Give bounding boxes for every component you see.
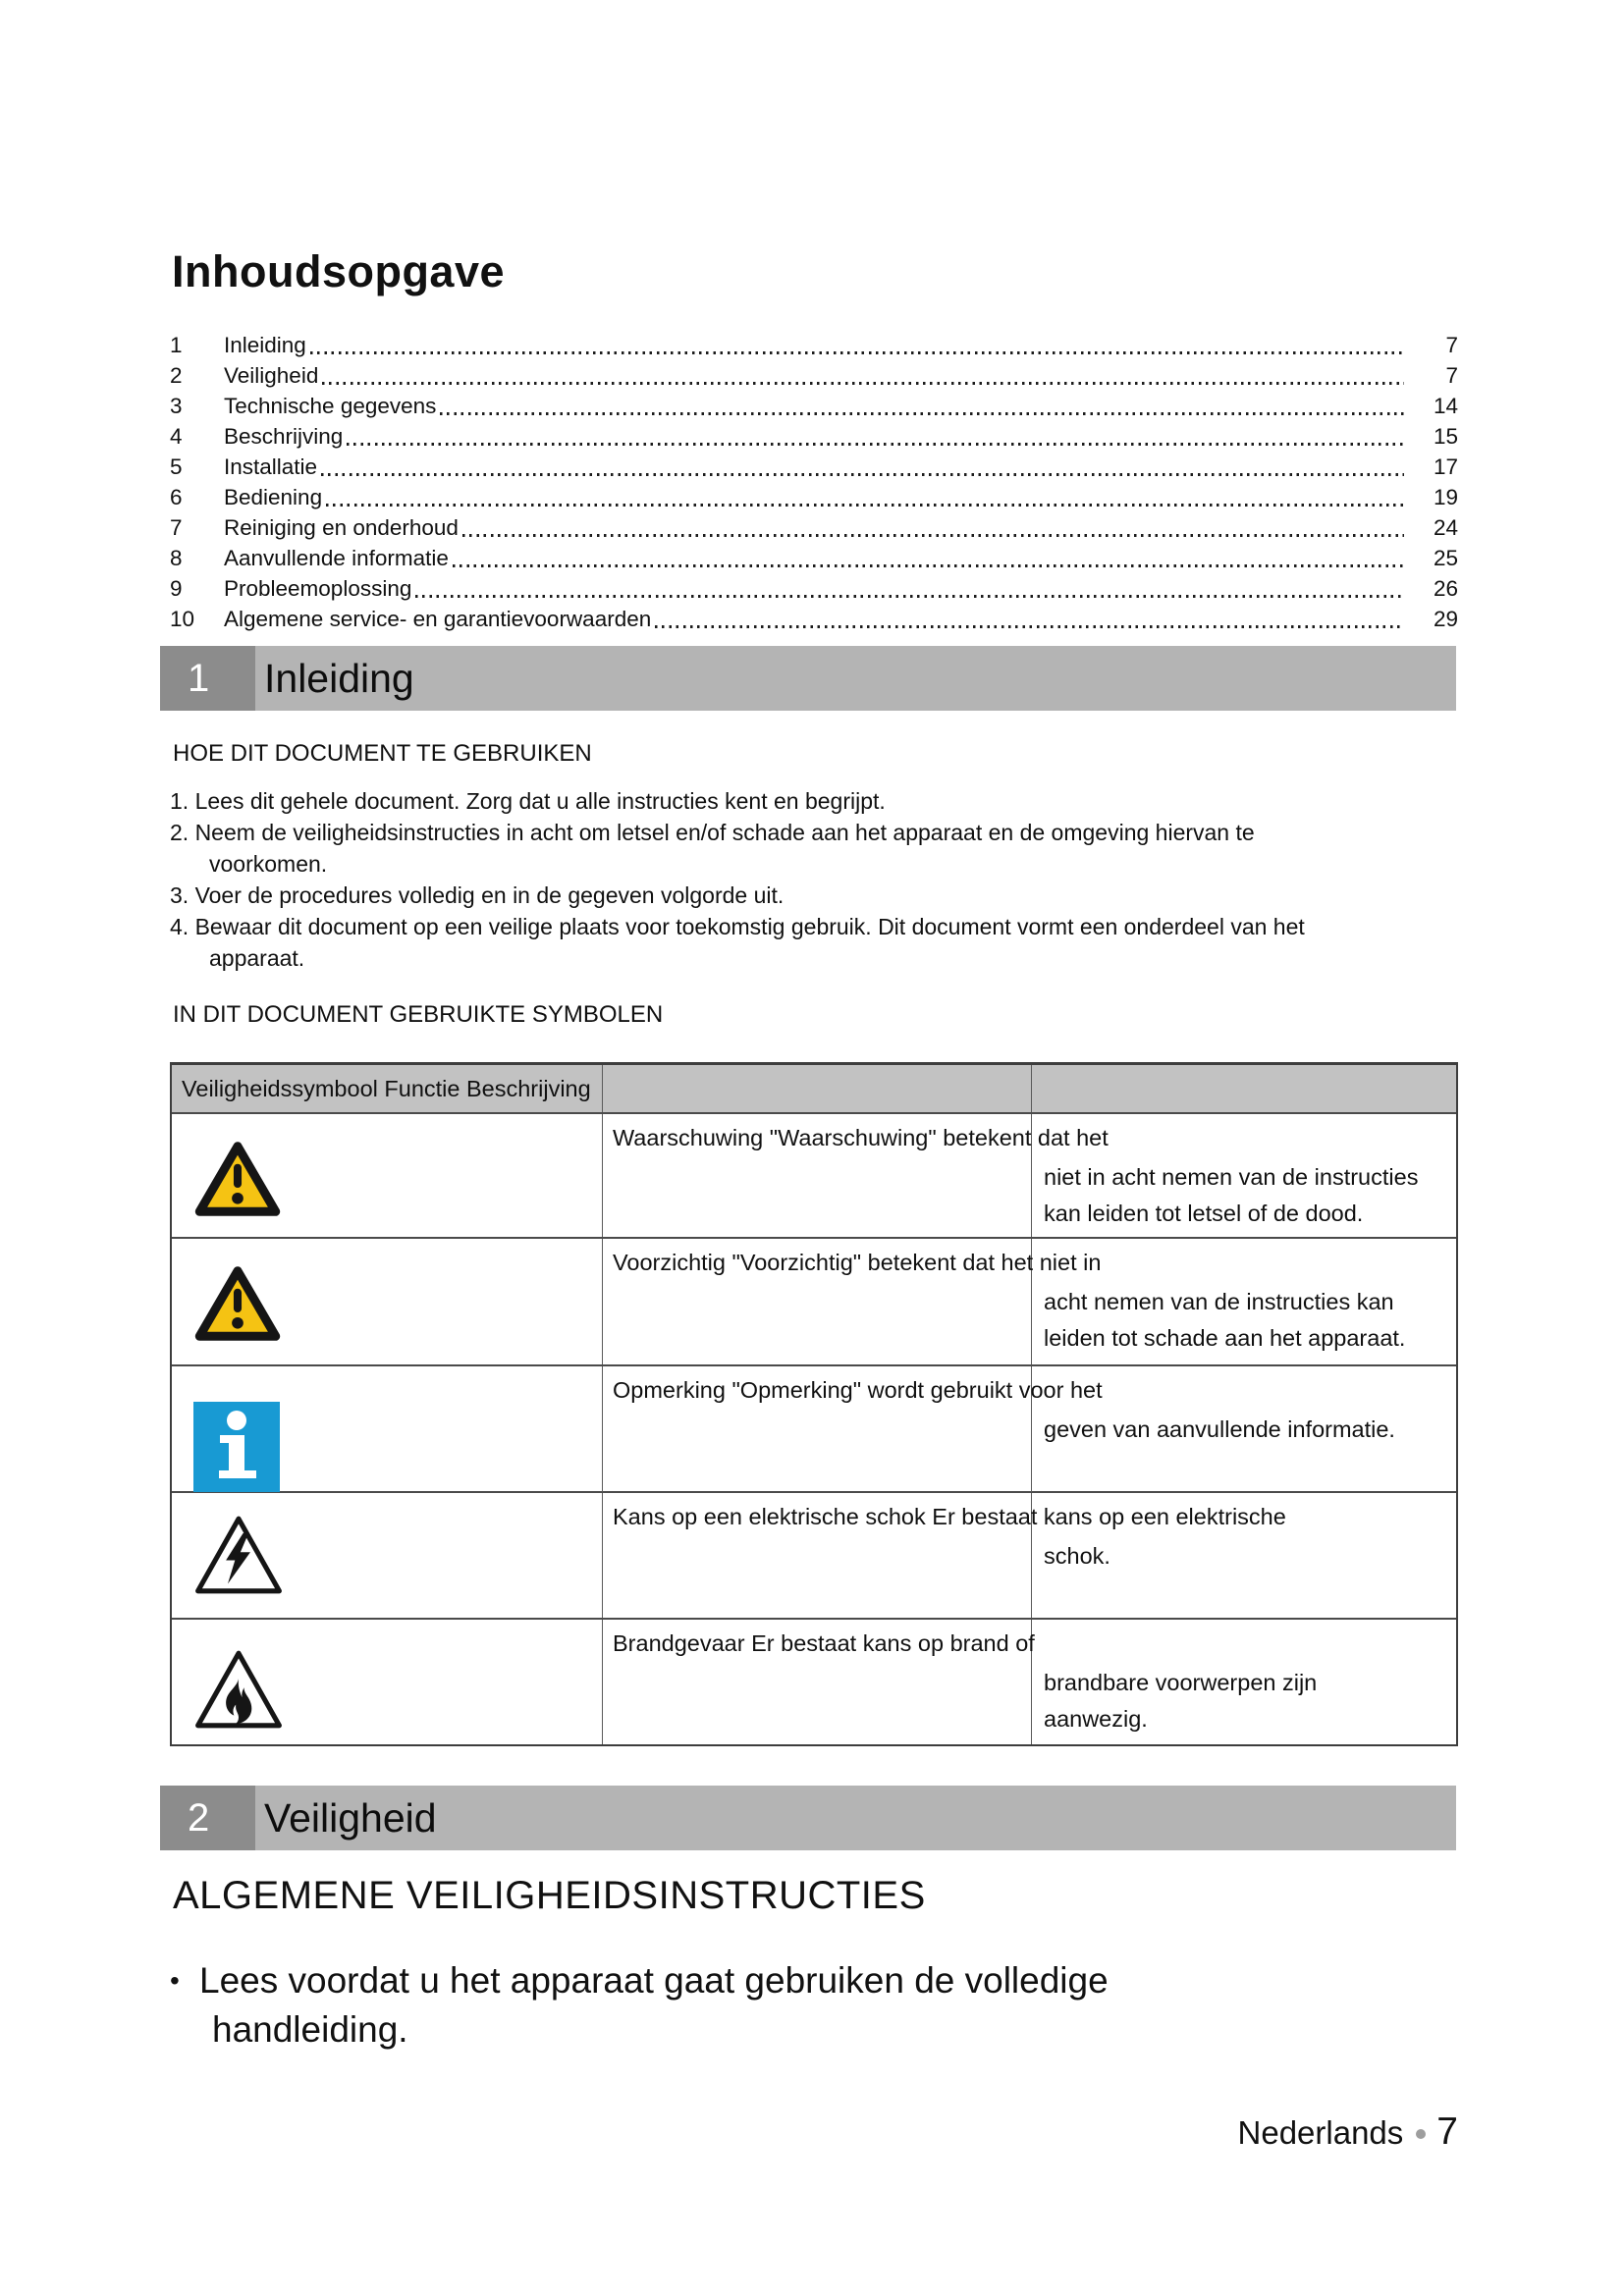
info-icon [193,1402,602,1492]
toc-item-label: Algemene service- en garantievoorwaarden [224,607,652,631]
toc-page-number: 17 [1433,454,1458,479]
table-row-caution [172,1237,1456,1364]
symbol-cell [172,1114,602,1237]
footer-page-number: 7 [1436,2110,1458,2153]
function-cell [602,1620,1035,1744]
instruction-item: 4. Bewaar dit document op een veilige plaats voor toekomstig gebruik. Dit document vormt een onderdeel van het [170,914,1305,939]
function-text: Waarschuwing "Waarschuwing" betekent dat het [613,1125,1109,1150]
fire-hazard-icon [193,1647,602,1732]
toc-dot-leader [440,412,1404,415]
safety-bullet-text-continuation: handleiding. [212,2009,408,2050]
section-title: Inleiding [264,655,414,701]
general-safety-heading: ALGEMENE VEILIGHEIDSINSTRUCTIES [173,1874,926,1917]
section-number-box: 1 [160,646,255,711]
function-cell [602,1114,1109,1237]
toc-dot-leader [415,595,1404,598]
function-cell [602,1239,1102,1364]
instruction-list [170,785,1458,974]
description-cell [1031,1620,1456,1744]
instruction-item-continuation: voorkomen. [209,851,328,877]
toc-dot-leader [321,473,1404,476]
toc-dot-leader [310,351,1404,354]
toc-row [170,512,1458,543]
safety-bullet-item [170,1956,1458,2055]
toc-page-number: 26 [1433,576,1458,601]
toc-item-label: Probleemoplossing [224,576,412,601]
toc-row [170,573,1458,604]
electric-shock-icon [193,1513,602,1597]
description-line: kan leiden tot letsel of de dood. [1044,1201,1364,1226]
toc-item-label: Bediening [224,485,323,509]
instruction-item-continuation: apparaat. [209,945,305,971]
symbol-cell [172,1493,602,1618]
description-line: schok. [1044,1543,1110,1569]
toc-dot-leader [462,534,1404,537]
toc-page-number: 29 [1433,607,1458,631]
toc-item-number: 6 [170,485,183,509]
toc-item-label: Inleiding [224,333,306,357]
toc-item-label: Beschrijving [224,424,344,449]
description-line: brandbare voorwerpen zijn [1044,1670,1318,1695]
toc-item-label: Veiligheid [224,363,319,388]
toc-item-label: Installatie [224,454,318,479]
toc-row [170,330,1458,360]
function-cell [602,1366,1103,1492]
toc-item-label: Aanvullende informatie [224,546,449,570]
section-header-veiligheid [160,1786,1456,1850]
function-text: Brandgevaar Er bestaat kans op brand of [613,1630,1035,1656]
instruction-item: 2. Neem de veiligheidsinstructies in acht om letsel en/of schade aan het apparaat en de omgeving hiervan te [170,820,1255,845]
table-header-row [172,1065,1456,1112]
page-footer [170,2109,1458,2156]
description-line: niet in acht nemen van de instructies [1044,1164,1419,1190]
description-line: leiden tot schade aan het apparaat. [1044,1325,1406,1351]
table-row-fire-hazard [172,1618,1456,1744]
toc-page-number: 7 [1445,333,1458,357]
toc-title: Inhoudsopgave [172,246,506,296]
toc-page-number: 7 [1445,363,1458,388]
table-row-electric-shock [172,1491,1456,1618]
toc-item-label: Reiniging en onderhoud [224,515,459,540]
table-row-note [172,1364,1456,1491]
caution-triangle-icon [193,1264,602,1343]
table-header-cell-empty [1031,1065,1456,1112]
description-line: aanwezig. [1044,1706,1148,1732]
symbol-cell [172,1239,602,1364]
table-header-label: Veiligheidssymbool Functie Beschrijving [182,1076,591,1101]
table-of-contents [170,330,1458,634]
section-number-box: 2 [160,1786,255,1850]
toc-dot-leader [453,564,1404,567]
description-line: geven van aanvullende informatie. [1044,1416,1395,1442]
toc-item-number: 1 [170,333,183,357]
table-row-warning [172,1112,1456,1237]
toc-row [170,482,1458,512]
instruction-item: 1. Lees dit gehele document. Zorg dat u alle instructies kent en begrijpt. [170,788,886,814]
toc-page-number: 24 [1433,515,1458,540]
symbol-cell [172,1366,602,1492]
symbol-cell [172,1620,602,1744]
toc-row [170,604,1458,634]
toc-item-number: 10 [170,607,195,631]
howto-heading: HOE DIT DOCUMENT TE GEBRUIKEN [173,740,592,767]
function-text: Kans op een elektrische schok Er bestaat kans op een elektrische [613,1504,1286,1529]
toc-row [170,360,1458,391]
function-text: Voorzichtig "Voorzichtig" betekent dat het niet in [613,1250,1102,1275]
table-header-cell-empty [602,1065,1031,1112]
toc-item-number: 3 [170,394,183,418]
toc-row [170,543,1458,573]
toc-page-number: 19 [1433,485,1458,509]
toc-row [170,391,1458,421]
instruction-item: 3. Voer de procedures volledig en in de gegeven volgorde uit. [170,882,785,908]
bullet-icon: • [170,1965,180,1996]
toc-dot-leader [655,625,1404,628]
toc-row [170,452,1458,482]
function-cell [602,1493,1286,1618]
toc-row [170,421,1458,452]
toc-item-number: 7 [170,515,183,540]
toc-item-number: 4 [170,424,183,449]
toc-item-number: 5 [170,454,183,479]
warning-triangle-icon [193,1140,602,1218]
safety-bullet-text: Lees voordat u het apparaat gaat gebruiken de volledige [199,1960,1109,2001]
footer-separator-dot [1416,2129,1426,2139]
function-text: Opmerking "Opmerking" wordt gebruikt voor het [613,1377,1103,1403]
toc-item-number: 9 [170,576,183,601]
section-title: Veiligheid [264,1794,437,1841]
toc-dot-leader [326,504,1404,507]
toc-item-number: 2 [170,363,183,388]
toc-dot-leader [347,443,1404,446]
toc-page-number: 25 [1433,546,1458,570]
section-header-inleiding [160,646,1456,711]
description-line: acht nemen van de instructies kan [1044,1289,1394,1314]
footer-language-label: Nederlands [1237,2114,1404,2151]
symbols-heading: IN DIT DOCUMENT GEBRUIKTE SYMBOLEN [173,1001,664,1028]
safety-symbols-table [170,1062,1458,1746]
toc-page-number: 15 [1433,424,1458,449]
toc-item-label: Technische gegevens [224,394,437,418]
toc-page-number: 14 [1433,394,1458,418]
toc-dot-leader [322,382,1404,385]
toc-item-number: 8 [170,546,183,570]
